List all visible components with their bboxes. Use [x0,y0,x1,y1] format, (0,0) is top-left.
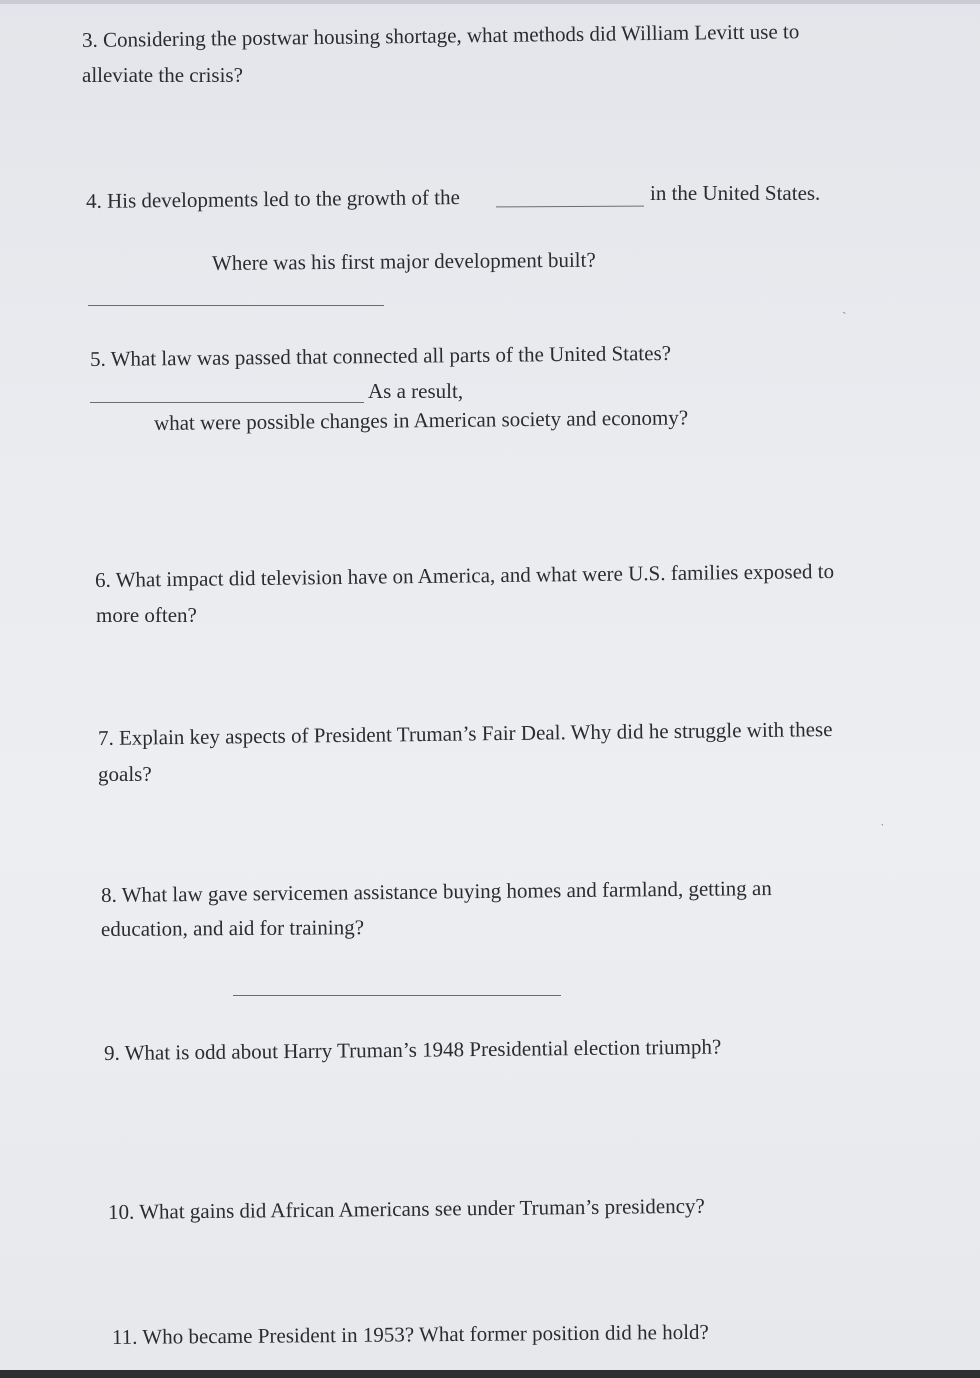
question-6-line-1: 6. What impact did television have on America, and what were U.S. families exposed to [94,558,835,592]
question-11-line-1: 11. Who became President in 1953? What former position did he hold? [111,1319,709,1349]
question-5-law-blank[interactable] [90,402,364,403]
paper-mark: ˙ [880,822,885,837]
question-4-location-blank[interactable] [88,305,384,306]
question-4-text-end: in the United States. [650,181,821,205]
question-5-line-1: 5. What law was passed that connected all parts of the United States? [89,340,672,371]
question-3-line-2: alleviate the crisis? [82,63,243,87]
question-9-line-1: 9. What is odd about Harry Truman’s 1948 Presidential election triumph? [103,1034,722,1065]
question-4-answer-blank[interactable] [496,206,644,208]
question-10-line-1: 10. What gains did African Americans see under Truman’s presidency? [107,1193,705,1224]
question-7-line-1: 7. Explain key aspects of President Truman’s Fair Deal. Why did he struggle with these [97,717,833,750]
question-6-line-2: more often? [96,603,197,627]
question-4-text-start: 4. His developments led to the growth of the [85,185,460,213]
question-8-line-2: education, and aid for training? [100,915,365,941]
question-4-subquestion: Where was his first major development built? [211,247,596,275]
question-8-line-1: 8. What law gave servicemen assistance buying homes and farmland, getting an [100,875,772,907]
question-5-line-2: As a result, [368,379,464,403]
question-7-line-2: goals? [98,762,152,786]
paper-mark: ˏ [842,300,847,315]
question-5-line-3: what were possible changes in American society and economy? [153,405,689,435]
page-bottom-edge [0,1370,980,1378]
question-3-line-1: 3. Considering the postwar housing shortage, what methods did William Levitt use to [81,19,800,52]
question-8-answer-blank[interactable] [233,995,561,996]
